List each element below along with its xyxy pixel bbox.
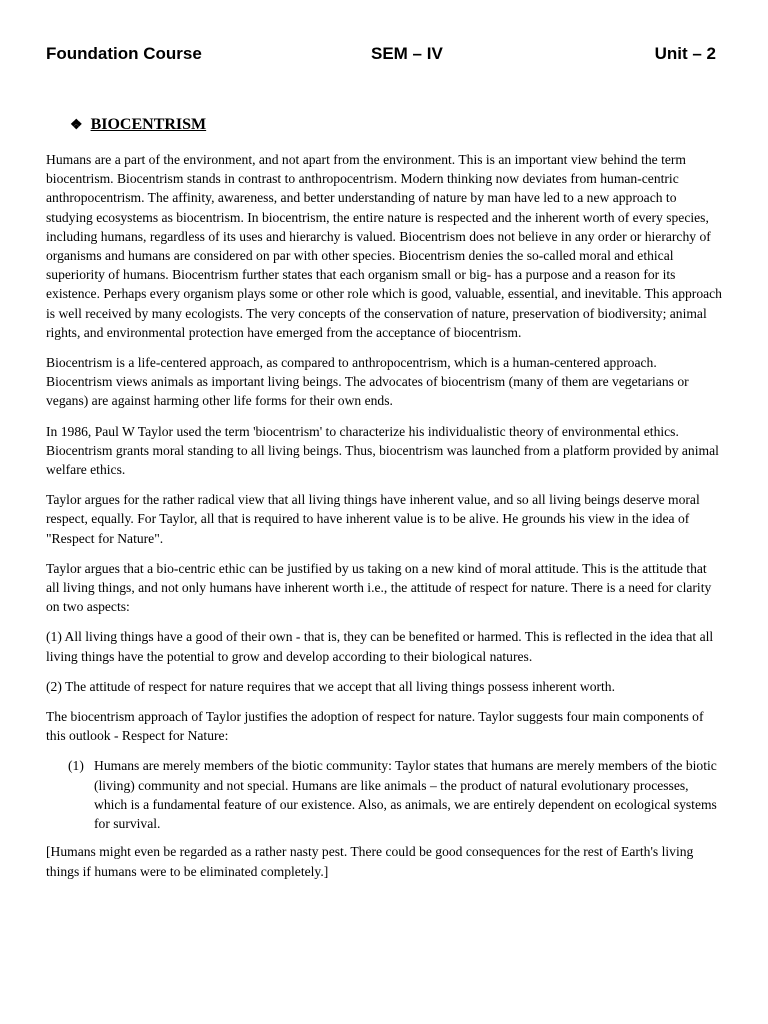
paragraph: In 1986, Paul W Taylor used the term 'biocentrism' to characterize his individualistic theory of environmental ethics. Biocentrism grants moral standing to all living beings. Thus, biocentrism was launched from a platform provided by animal welfare ethics. <box>46 423 719 478</box>
paragraph: The biocentrism approach of Taylor justifies the adoption of respect for nature. Taylor suggests four main components of this outlook - Respect for Nature: <box>46 709 704 744</box>
paragraph: (2) The attitude of respect for nature requires that we accept that all living things possess inherent worth. <box>46 678 615 694</box>
paragraph: (1) All living things have a good of their own - that is, they can be benefited or harmed. This is reflected in the idea that all living things have the potential to grow and develop according to their biological natures. <box>46 629 714 664</box>
paragraph: Taylor argues for the rather radical view that all living things have inherent value, and so all living beings deserve moral respect, equally. For Taylor, all that is required to have inherent value is to be alive. He grounds his view in the idea of "Respect for Nature". <box>46 492 700 546</box>
bracketed-note: [Humans might even be regarded as a rather nasty pest. There could be good consequences for the rest of Earth's living things if humans were to be eliminated completely.] <box>46 844 694 879</box>
paragraph: Taylor argues that a bio-centric ethic can be justified by us taking on a new kind of moral attitude. This is the attitude that all living things, and not only humans have inherent worth i.e., the attitude of respect for nature. There is a need for clarity on two aspects: <box>46 560 712 615</box>
section-title: BIOCENTRISM <box>90 116 207 133</box>
course-name: Foundation Course <box>46 44 202 63</box>
body-text <box>46 150 722 892</box>
paragraph: Humans are a part of the environment, and not apart from the environment. This is an important view behind the term biocentrism. Biocentrism stands in contrast to anthropocentrism. Modern thinking now deviates from human-centric anthropocentrism. The affinity, awareness, and better understanding of nature by man have led to a new approach to studying ecosystems as biocentrism. In biocentrism, the entire nature is respected and the inherent worth of every species, including humans, regardless of its uses and hierarchy is valued. Biocentrism does not believe in any order or hierarchy of organisms and humans are considered on par with other species. Biocentrism denies the so-called moral and ethical superiority of humans. Biocentrism further states that each organism small or big- has a purpose and a reason for its existence. Perhaps every organism plays some or other role which is good, valuable, essential, and inevitable. This approach is well received by many ecologists. The very concepts of the conservation of nature, preservation of biodiversity; animal rights, and environmental protection have emerged from the acceptance of biocentrism. <box>46 152 722 340</box>
list-item <box>68 756 722 833</box>
paragraph: Biocentrism is a life-centered approach, as compared to anthropocentrism, which is a human-centered approach. Biocentrism views animals as important living beings. The advocates of biocentrism (many of them are vegetarians or vegans) are against harming other life forms for their own ends. <box>46 355 689 409</box>
diamond-bullet-icon: ❖ <box>70 118 83 133</box>
page-header <box>46 44 716 68</box>
list-number: (1) <box>68 758 84 774</box>
section-heading <box>70 116 206 134</box>
semester-label: SEM – IV <box>371 44 443 63</box>
unit-label: Unit – 2 <box>654 44 716 63</box>
list-text: Humans are merely members of the biotic community: Taylor states that humans are merely members of the biotic (living) community and not special. Humans are like animals – the product of natural evolutionary processes, which is a fundamental feature of our existence. Also, as animals, we are entirely dependent on ecological systems for survival. <box>94 758 717 832</box>
